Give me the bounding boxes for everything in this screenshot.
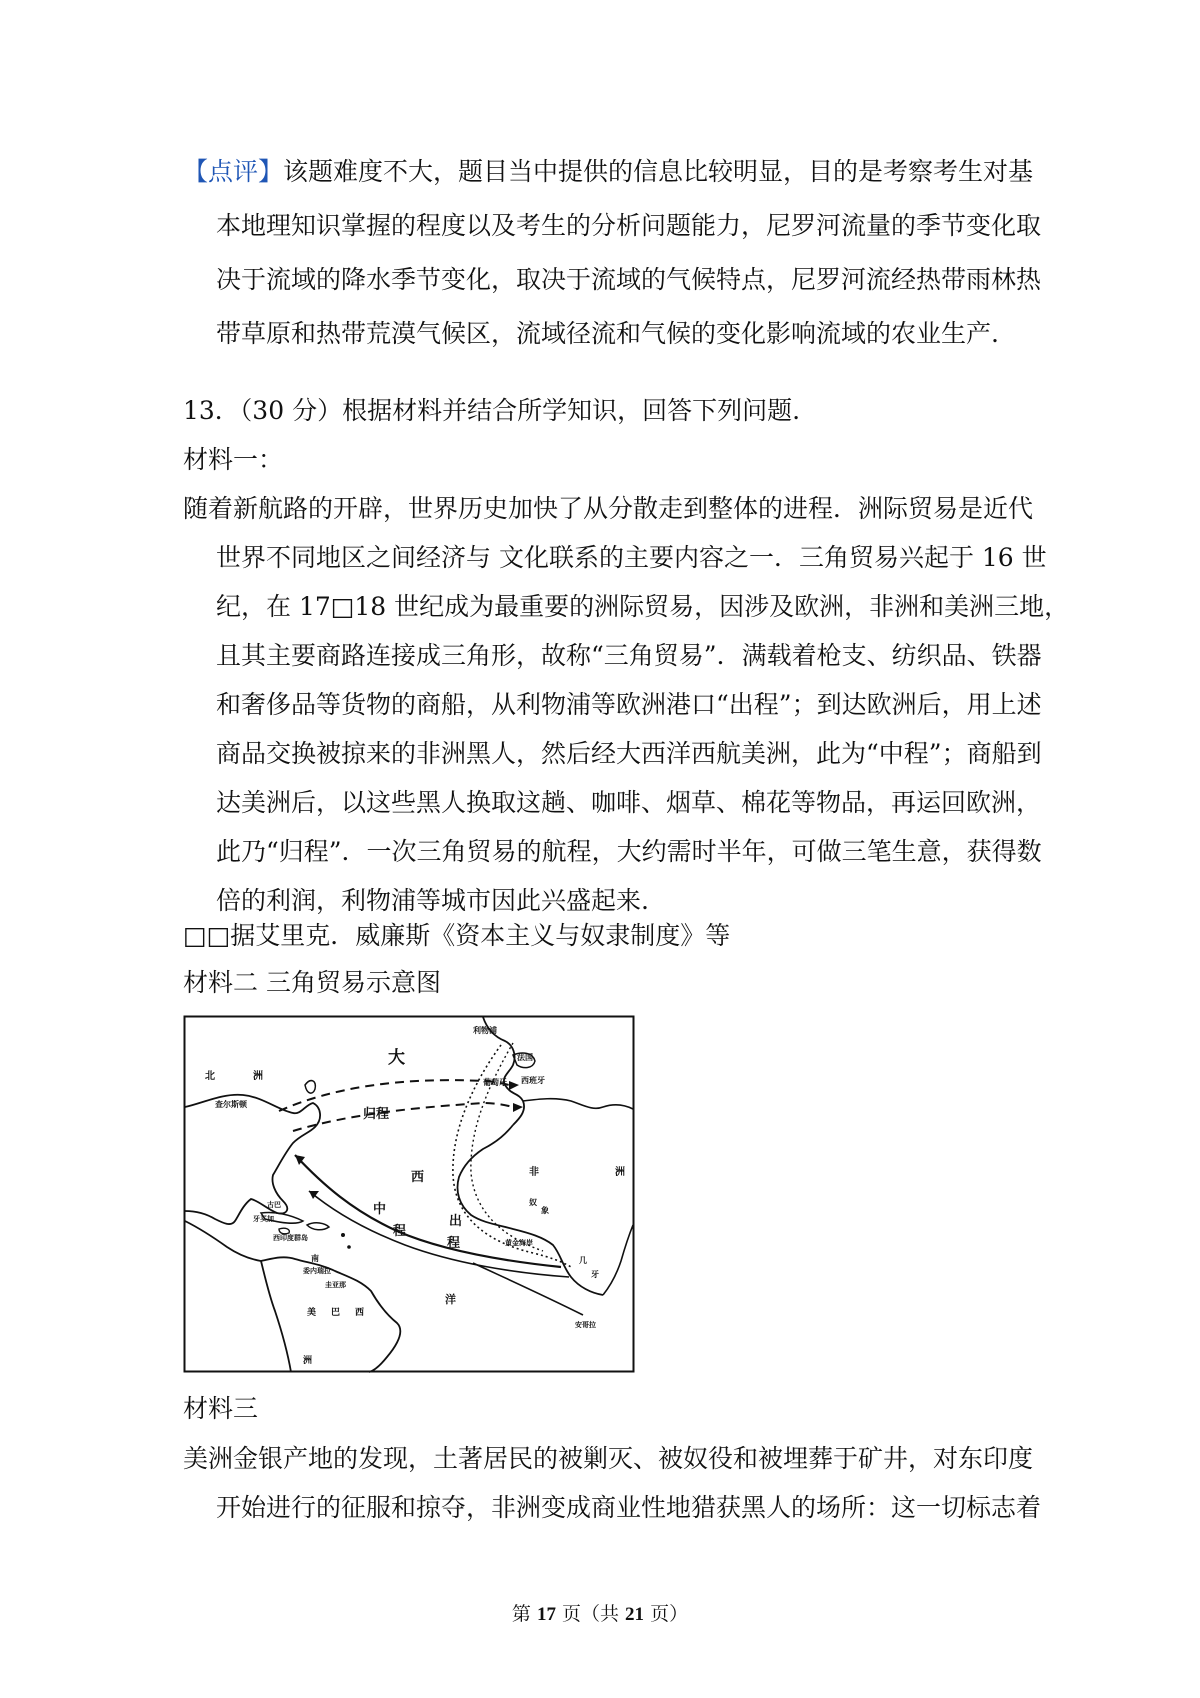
map-label-africa-zhou: 洲 [615, 1167, 625, 1178]
map-label-spain: 西班牙 [521, 1075, 545, 1085]
map-label-jamaica: 牙买加 [253, 1214, 274, 1223]
material1-line-8: 此乃“归程”．一次三角贸易的航程，大约需时半年，可做三笔生意，获得数 [216, 837, 1042, 866]
map-label-cuba: 古巴 [267, 1200, 281, 1209]
map-label-da: 大 [388, 1048, 405, 1068]
map-label-xi: 西 [411, 1170, 425, 1185]
material1-line-9: 倍的利润，利物浦等城市因此兴盛起来. [216, 886, 649, 915]
material2-label: 材料二 三角贸易示意图 [183, 968, 441, 997]
material1-line-5: 和奢侈品等货物的商船，从利物浦等欧洲港口“出程”；到达欧洲后，用上述 [216, 690, 1042, 719]
review-line-4: 带草原和热带荒漠气候区，流域径流和气候的变化影响流域的农业生产. [216, 319, 999, 348]
page-footer: 第 17 页（共 21 页） [511, 1603, 689, 1625]
review-line-3: 决于流域的降水季节变化，取决于流域的气候特点，尼罗河流经热带雨林热 [216, 265, 1042, 294]
map-label-sa-zhou: 洲 [303, 1356, 313, 1366]
material1-line-1: 随着新航路的开辟，世界历史加快了从分散走到整体的进程．洲际贸易是近代 [183, 494, 1034, 523]
map-label-nan: 南 [311, 1253, 319, 1263]
map-label-mei: 美 [307, 1308, 317, 1318]
map-label-angola: 安哥拉 [575, 1320, 596, 1329]
map-label-ivory: 象 [541, 1205, 549, 1215]
review-tag: 【点评】 [183, 157, 284, 186]
map-label-fei: 非 [529, 1167, 539, 1178]
map-label-north: 北 [205, 1071, 215, 1082]
map-label-guinea: 几 [579, 1255, 587, 1265]
map-label-ba: 巴 [331, 1308, 341, 1318]
review-line-2: 本地理知识掌握的程度以及考生的分析问题能力，尼罗河流量的季节变化取 [216, 211, 1042, 240]
map-label-venezuela: 委内瑞拉 [303, 1266, 331, 1275]
map-label-guicheng: 归程 [363, 1107, 390, 1122]
page-number: 17 [536, 1604, 556, 1625]
material1-line-7: 达美洲后，以这些黑人换取这趟、咖啡、烟草、棉花等物品，再运回欧洲， [216, 788, 1042, 817]
material1-line-2: 世界不同地区之间经济与 文化联系的主要内容之一．三角贸易兴起于 16 世 [216, 543, 1047, 572]
map-label-cheng-out: 程 [447, 1236, 461, 1251]
map-label-zhong: 中 [373, 1202, 387, 1217]
map-label-cheng-mid: 程 [393, 1224, 407, 1239]
source-citation: □□据艾里克．威廉斯《资本主义与奴隶制度》等 [183, 921, 731, 950]
material3-line-2: 开始进行的征服和掠夺，非洲变成商业性地猎获黑人的场所：这一切标志着 [216, 1493, 1042, 1522]
map-label-charleston: 查尔斯顿 [215, 1099, 247, 1109]
material1-line-4: 且其主要商路连接成三角形，故称“三角贸易”．满载着枪支、纺织品、铁器 [216, 641, 1042, 670]
map-label-yang: 洋 [445, 1293, 456, 1306]
map-label-gold-coast: 黄金海岸 [505, 1238, 533, 1247]
map-label-chu: 出 [449, 1214, 463, 1229]
material1-line-3: 纪，在 17□18 世纪成为最重要的洲际贸易，因涉及欧洲，非洲和美洲三地， [216, 592, 1070, 621]
material1-label: 材料一： [183, 445, 284, 474]
page-total: 21 [625, 1604, 645, 1625]
map-label-guiana: 圭亚那 [325, 1280, 346, 1289]
map-label-france: 法国 [517, 1052, 533, 1062]
map-label-liverpool: 利物浦 [473, 1025, 497, 1035]
review-line-1: 【点评】该题难度不大，题目当中提供的信息比较明显，目的是考察考生对基 [183, 157, 1034, 186]
material3-label: 材料三 [183, 1394, 259, 1423]
triangle-trade-map [183, 1015, 635, 1373]
map-label-lao: 牙 [591, 1269, 599, 1279]
question-title: 13．（30 分）根据材料并结合所学知识，回答下列问题. [183, 396, 801, 425]
map-label-xi2: 西 [355, 1308, 365, 1318]
material3-line-1: 美洲金银产地的发现，土著居民的被剿灭、被奴役和被埋葬于矿井，对东印度 [183, 1444, 1034, 1473]
map-label-na-zhou: 洲 [253, 1071, 263, 1082]
map-label-west-indies: 西印度群岛 [273, 1233, 308, 1242]
map-label-slave-coast: 奴 [529, 1197, 537, 1207]
material1-line-6: 商品交换被掠来的非洲黑人，然后经大西洋西航美洲，此为“中程”；商船到 [216, 739, 1042, 768]
map-label-portugal: 葡萄牙 [483, 1077, 507, 1087]
